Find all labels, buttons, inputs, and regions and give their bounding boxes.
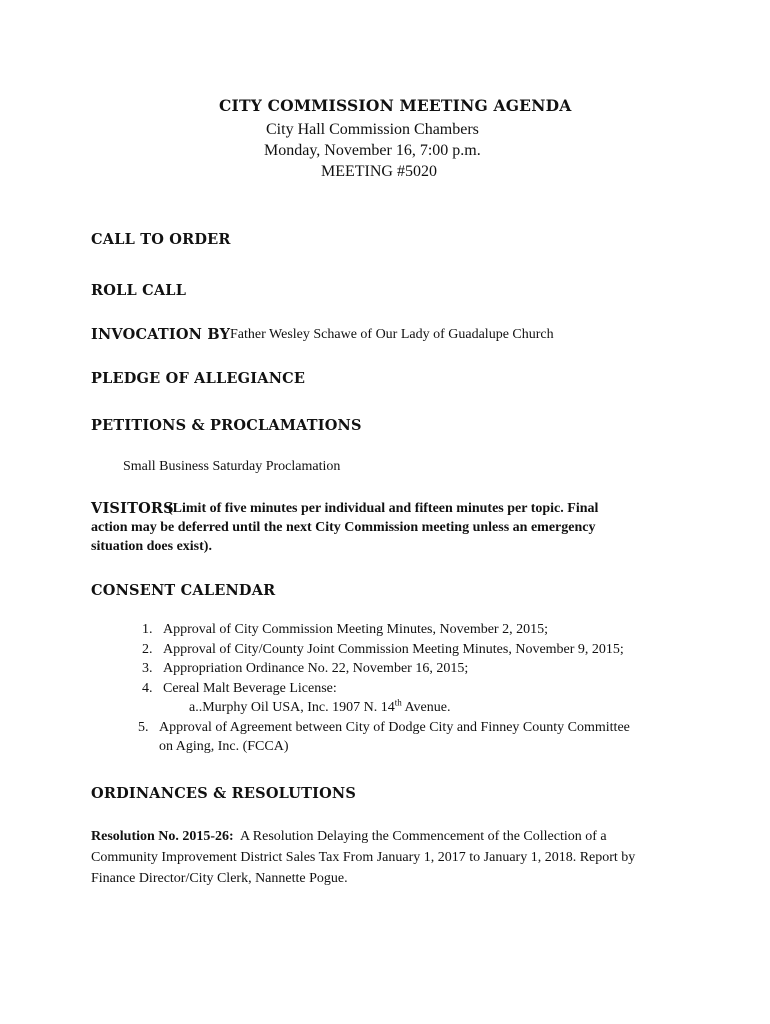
list-number: 2. <box>142 641 153 657</box>
list-sub-item <box>142 698 702 718</box>
ordinal-suffix: th <box>394 697 402 708</box>
heading-petitions: PETITIONS & PROCLAMATIONS <box>91 417 362 434</box>
list-item <box>142 659 702 679</box>
resolution-paragraph <box>91 826 691 889</box>
list-item-line: on Aging, Inc. (FCCA) <box>159 739 289 754</box>
license-text: a..Murphy Oil USA, Inc. 1907 N. 14 <box>189 700 395 715</box>
list-number: 4. <box>142 680 153 696</box>
meeting-location: City Hall Commission Chambers <box>266 121 479 138</box>
list-item-text: Approval of City Commission Meeting Minutes, November 2, 2015; <box>163 622 548 637</box>
resolution-text-line1: A Resolution Delaying the Commencement of the Collection of a <box>239 829 607 844</box>
list-item-text <box>159 718 630 757</box>
list-item-text: Cereal Malt Beverage License: <box>163 680 337 696</box>
heading-invocation: INVOCATION BY <box>91 326 231 343</box>
heading-call-to-order: CALL TO ORDER <box>91 231 231 248</box>
list-item <box>142 679 702 699</box>
license-text-end: Avenue. <box>401 700 451 715</box>
list-item-line: Approval of Agreement between City of Dodge City and Finney County Committee <box>159 719 630 735</box>
visitors-note-line3: situation does exist). <box>91 539 212 554</box>
consent-list <box>138 620 702 757</box>
heading-visitors: VISITORS <box>91 500 174 517</box>
list-number: 5. <box>138 719 149 735</box>
meeting-number: MEETING #5020 <box>321 163 437 180</box>
heading-ordinances: ORDINANCES & RESOLUTIONS <box>91 785 357 802</box>
meeting-datetime: Monday, November 16, 7:00 p.m. <box>264 142 481 159</box>
list-item <box>142 640 702 660</box>
resolution-text-line3: Finance Director/City Clerk, Nannette Pogue. <box>91 871 348 886</box>
list-item-text: Appropriation Ordinance No. 22, November 16, 2015; <box>163 661 469 676</box>
resolution-text-line2: Community Improvement District Sales Tax From January 1, 2017 to January 1, 2018. Report by <box>91 850 636 865</box>
agenda-title: CITY COMMISSION MEETING AGENDA <box>219 96 572 115</box>
list-item-text: Approval of City/County Joint Commission Meeting Minutes, November 9, 2015; <box>163 641 624 657</box>
heading-pledge: PLEDGE OF ALLEGIANCE <box>91 370 306 387</box>
invocation-text: Father Wesley Schawe of Our Lady of Guadalupe Church <box>230 327 554 342</box>
list-number: 1. <box>142 622 153 637</box>
resolution-label: Resolution No. 2015-26: <box>91 829 234 844</box>
list-number: 3. <box>142 661 153 676</box>
list-item <box>142 620 702 640</box>
heading-roll-call: ROLL CALL <box>91 282 187 299</box>
proclamation-item: Small Business Saturday Proclamation <box>123 459 341 474</box>
list-item <box>138 718 702 757</box>
heading-consent-calendar: CONSENT CALENDAR <box>91 582 276 599</box>
visitors-note-line1: (Limit of five minutes per individual and fifteen minutes per topic. Final <box>168 501 599 516</box>
visitors-note-line2: action may be deferred until the next City Commission meeting unless an emergency <box>91 520 596 535</box>
